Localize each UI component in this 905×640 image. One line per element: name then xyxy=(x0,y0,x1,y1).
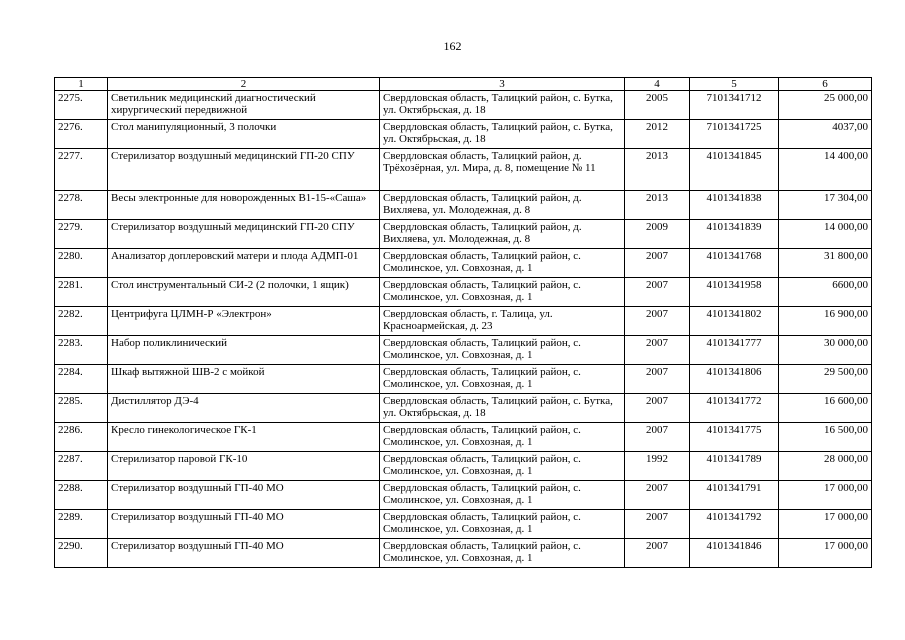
item-name-cell: Стерилизатор воздушный медицинский ГП-20 СПУ xyxy=(108,220,380,249)
address-cell: Свердловская область, Талицкий район, с. Смолинское, ул. Совхозная, д. 1 xyxy=(380,278,625,307)
inventory-number-cell: 4101341789 xyxy=(690,452,779,481)
table-row xyxy=(55,307,872,336)
table-row xyxy=(55,510,872,539)
item-name-cell: Кресло гинекологическое ГК-1 xyxy=(108,423,380,452)
year-cell: 2007 xyxy=(625,510,690,539)
address-cell: Свердловская область, Талицкий район, с. Смолинское, ул. Совхозная, д. 1 xyxy=(380,336,625,365)
item-name-cell: Стерилизатор воздушный ГП-40 МО xyxy=(108,481,380,510)
item-name-cell: Анализатор доплеровский матери и плода АДМП-01 xyxy=(108,249,380,278)
address-cell: Свердловская область, Талицкий район, д. Трёхозёрная, ул. Мира, д. 8, помещение № 11 xyxy=(380,149,625,191)
item-name-cell: Стол манипуляционный, 3 полочки xyxy=(108,120,380,149)
year-cell: 2007 xyxy=(625,249,690,278)
address-cell: Свердловская область, Талицкий район, с. Смолинское, ул. Совхозная, д. 1 xyxy=(380,481,625,510)
table-row xyxy=(55,278,872,307)
table-row xyxy=(55,423,872,452)
table-row xyxy=(55,120,872,149)
address-cell: Свердловская область, Талицкий район, с. Смолинское, ул. Совхозная, д. 1 xyxy=(380,510,625,539)
column-header: 6 xyxy=(779,78,872,91)
cost-cell: 17 304,00 xyxy=(779,191,872,220)
cost-cell: 17 000,00 xyxy=(779,510,872,539)
table-header-row xyxy=(55,78,872,91)
cost-cell: 16 600,00 xyxy=(779,394,872,423)
address-cell: Свердловская область, Талицкий район, с. Смолинское, ул. Совхозная, д. 1 xyxy=(380,423,625,452)
row-number-cell: 2285. xyxy=(55,394,108,423)
cost-cell: 28 000,00 xyxy=(779,452,872,481)
column-header: 5 xyxy=(690,78,779,91)
row-number-cell: 2284. xyxy=(55,365,108,394)
year-cell: 2007 xyxy=(625,307,690,336)
address-cell: Свердловская область, Талицкий район, д. Вихляева, ул. Молодежная, д. 8 xyxy=(380,191,625,220)
row-number-cell: 2275. xyxy=(55,91,108,120)
table-row xyxy=(55,191,872,220)
year-cell: 2007 xyxy=(625,365,690,394)
year-cell: 2007 xyxy=(625,278,690,307)
address-cell: Свердловская область, г. Талица, ул. Красноармейская, д. 23 xyxy=(380,307,625,336)
table-row xyxy=(55,394,872,423)
address-cell: Свердловская область, Талицкий район, с. Бутка, ул. Октябрьская, д. 18 xyxy=(380,91,625,120)
table-row xyxy=(55,539,872,568)
year-cell: 2005 xyxy=(625,91,690,120)
item-name-cell: Центрифуга ЦЛМН-Р «Электрон» xyxy=(108,307,380,336)
inventory-number-cell: 4101341839 xyxy=(690,220,779,249)
year-cell: 2009 xyxy=(625,220,690,249)
cost-cell: 29 500,00 xyxy=(779,365,872,394)
row-number-cell: 2281. xyxy=(55,278,108,307)
inventory-number-cell: 4101341777 xyxy=(690,336,779,365)
year-cell: 2012 xyxy=(625,120,690,149)
year-cell: 2013 xyxy=(625,149,690,191)
table-row xyxy=(55,452,872,481)
address-cell: Свердловская область, Талицкий район, с. Смолинское, ул. Совхозная, д. 1 xyxy=(380,539,625,568)
row-number-cell: 2280. xyxy=(55,249,108,278)
table-row xyxy=(55,220,872,249)
row-number-cell: 2279. xyxy=(55,220,108,249)
inventory-number-cell: 4101341838 xyxy=(690,191,779,220)
cost-cell: 17 000,00 xyxy=(779,539,872,568)
row-number-cell: 2290. xyxy=(55,539,108,568)
address-cell: Свердловская область, Талицкий район, с. Смолинское, ул. Совхозная, д. 1 xyxy=(380,365,625,394)
item-name-cell: Стерилизатор воздушный медицинский ГП-20 СПУ xyxy=(108,149,380,191)
address-cell: Свердловская область, Талицкий район, с. Смолинское, ул. Совхозная, д. 1 xyxy=(380,452,625,481)
inventory-number-cell: 4101341958 xyxy=(690,278,779,307)
year-cell: 1992 xyxy=(625,452,690,481)
item-name-cell: Стерилизатор паровой ГК-10 xyxy=(108,452,380,481)
item-name-cell: Светильник медицинский диагностический хирургический передвижной xyxy=(108,91,380,120)
property-registry-table xyxy=(54,77,872,568)
cost-cell: 14 400,00 xyxy=(779,149,872,191)
inventory-number-cell: 4101341792 xyxy=(690,510,779,539)
cost-cell: 16 500,00 xyxy=(779,423,872,452)
table-row xyxy=(55,365,872,394)
inventory-number-cell: 4101341775 xyxy=(690,423,779,452)
column-header: 4 xyxy=(625,78,690,91)
inventory-number-cell: 4101341768 xyxy=(690,249,779,278)
table-row xyxy=(55,91,872,120)
table-row xyxy=(55,149,872,191)
year-cell: 2007 xyxy=(625,423,690,452)
cost-cell: 6600,00 xyxy=(779,278,872,307)
row-number-cell: 2286. xyxy=(55,423,108,452)
table-row xyxy=(55,249,872,278)
row-number-cell: 2282. xyxy=(55,307,108,336)
row-number-cell: 2277. xyxy=(55,149,108,191)
inventory-number-cell: 4101341845 xyxy=(690,149,779,191)
table-row xyxy=(55,481,872,510)
row-number-cell: 2288. xyxy=(55,481,108,510)
inventory-number-cell: 4101341846 xyxy=(690,539,779,568)
address-cell: Свердловская область, Талицкий район, с. Бутка, ул. Октябрьская, д. 18 xyxy=(380,394,625,423)
column-header: 1 xyxy=(55,78,108,91)
inventory-number-cell: 4101341791 xyxy=(690,481,779,510)
item-name-cell: Дистиллятор ДЭ-4 xyxy=(108,394,380,423)
item-name-cell: Стерилизатор воздушный ГП-40 МО xyxy=(108,539,380,568)
column-header: 2 xyxy=(108,78,380,91)
cost-cell: 25 000,00 xyxy=(779,91,872,120)
year-cell: 2007 xyxy=(625,394,690,423)
address-cell: Свердловская область, Талицкий район, с. Смолинское, ул. Совхозная, д. 1 xyxy=(380,249,625,278)
item-name-cell: Стол инструментальный СИ-2 (2 полочки, 1 ящик) xyxy=(108,278,380,307)
inventory-number-cell: 4101341806 xyxy=(690,365,779,394)
cost-cell: 30 000,00 xyxy=(779,336,872,365)
row-number-cell: 2287. xyxy=(55,452,108,481)
inventory-number-cell: 4101341772 xyxy=(690,394,779,423)
cost-cell: 17 000,00 xyxy=(779,481,872,510)
year-cell: 2013 xyxy=(625,191,690,220)
table-row xyxy=(55,336,872,365)
row-number-cell: 2283. xyxy=(55,336,108,365)
cost-cell: 4037,00 xyxy=(779,120,872,149)
column-header: 3 xyxy=(380,78,625,91)
cost-cell: 31 800,00 xyxy=(779,249,872,278)
address-cell: Свердловская область, Талицкий район, с. Бутка, ул. Октябрьская, д. 18 xyxy=(380,120,625,149)
item-name-cell: Весы электронные для новорожденных В1-15-«Саша» xyxy=(108,191,380,220)
inventory-number-cell: 7101341712 xyxy=(690,91,779,120)
item-name-cell: Стерилизатор воздушный ГП-40 МО xyxy=(108,510,380,539)
year-cell: 2007 xyxy=(625,336,690,365)
row-number-cell: 2278. xyxy=(55,191,108,220)
year-cell: 2007 xyxy=(625,481,690,510)
cost-cell: 14 000,00 xyxy=(779,220,872,249)
row-number-cell: 2289. xyxy=(55,510,108,539)
inventory-number-cell: 7101341725 xyxy=(690,120,779,149)
row-number-cell: 2276. xyxy=(55,120,108,149)
page-number: 162 xyxy=(443,39,462,53)
cost-cell: 16 900,00 xyxy=(779,307,872,336)
item-name-cell: Набор поликлинический xyxy=(108,336,380,365)
item-name-cell: Шкаф вытяжной ШВ-2 с мойкой xyxy=(108,365,380,394)
year-cell: 2007 xyxy=(625,539,690,568)
inventory-number-cell: 4101341802 xyxy=(690,307,779,336)
address-cell: Свердловская область, Талицкий район, д. Вихляева, ул. Молодежная, д. 8 xyxy=(380,220,625,249)
